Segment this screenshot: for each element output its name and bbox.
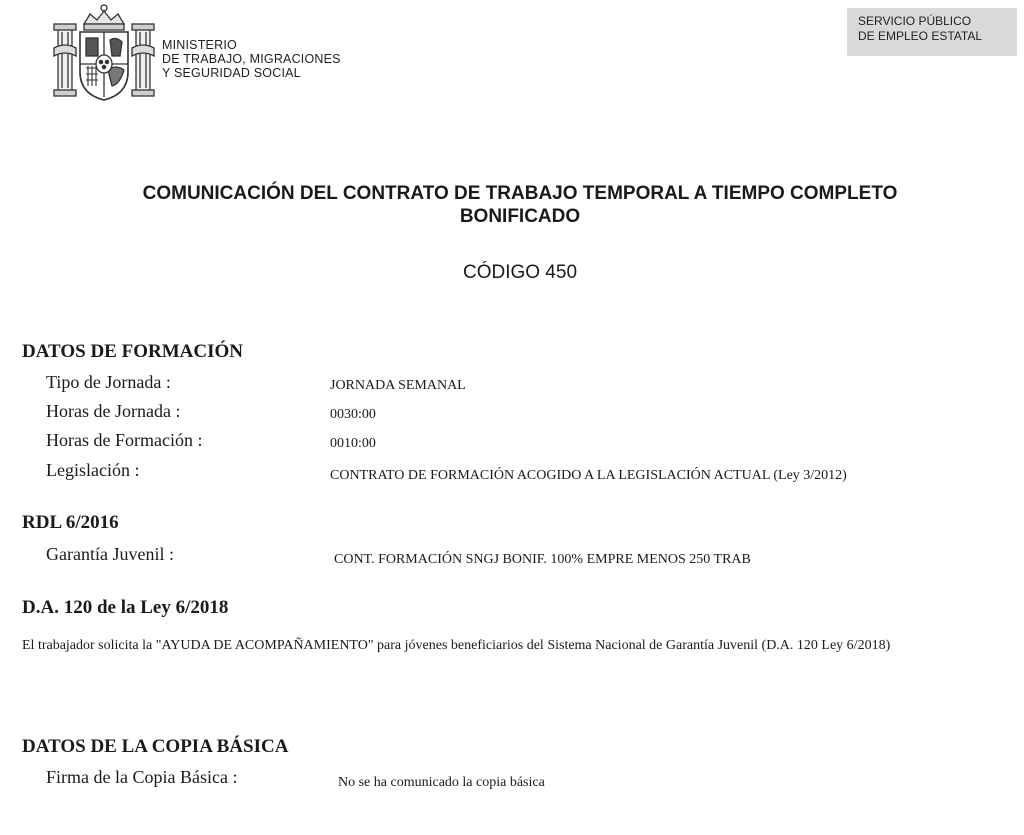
title-line: COMUNICACIÓN DEL CONTRATO DE TRABAJO TEMPORAL A TIEMPO COMPLETO <box>142 183 898 204</box>
section-heading-rdl: RDL 6/2016 <box>22 512 119 533</box>
ministry-name <box>162 38 341 80</box>
section-heading-copia-basica: DATOS DE LA COPIA BÁSICA <box>22 736 289 757</box>
field-value-garantia-juvenil: CONT. FORMACIÓN SNGJ BONIF. 100% EMPRE MENOS 250 TRAB <box>334 552 751 567</box>
agency-line: DE EMPLEO ESTATAL <box>858 29 983 43</box>
agency-line: SERVICIO PÚBLICO <box>858 14 972 28</box>
document-title <box>70 182 970 228</box>
agency-badge <box>847 8 1017 56</box>
field-label-tipo-jornada: Tipo de Jornada : <box>46 372 171 392</box>
field-value-horas-jornada: 0030:00 <box>330 407 376 422</box>
ministry-line: MINISTERIO <box>162 38 237 52</box>
field-label-firma-copia: Firma de la Copia Básica : <box>46 767 238 787</box>
field-value-firma-copia: No se ha comunicado la copia básica <box>338 775 545 790</box>
field-label-legislacion: Legislación : <box>46 460 140 480</box>
section-heading-formacion: DATOS DE FORMACIÓN <box>22 341 243 362</box>
field-value-tipo-jornada: JORNADA SEMANAL <box>330 378 466 393</box>
field-label-horas-jornada: Horas de Jornada : <box>46 401 181 421</box>
field-label-garantia-juvenil: Garantía Juvenil : <box>46 544 174 564</box>
section-heading-da120: D.A. 120 de la Ley 6/2018 <box>22 597 229 618</box>
da120-statement: El trabajador solicita la "AYUDA DE ACOMPAÑAMIENTO" para jóvenes beneficiarios del Sistema Nacional de Garantía Juvenil (D.A. 120 Ley 6/2018) <box>22 638 891 653</box>
field-value-legislacion: CONTRATO DE FORMACIÓN ACOGIDO A LA LEGISLACIÓN ACTUAL (Ley 3/2012) <box>330 468 847 483</box>
document-code: CÓDIGO 450 <box>462 262 578 283</box>
field-label-horas-formacion: Horas de Formación : <box>46 430 203 450</box>
ministry-line: Y SEGURIDAD SOCIAL <box>162 66 301 80</box>
title-line: BONIFICADO <box>459 206 581 227</box>
spanish-coat-of-arms-icon <box>50 2 158 104</box>
ministry-line: DE TRABAJO, MIGRACIONES <box>162 52 341 66</box>
field-value-horas-formacion: 0010:00 <box>330 436 376 451</box>
